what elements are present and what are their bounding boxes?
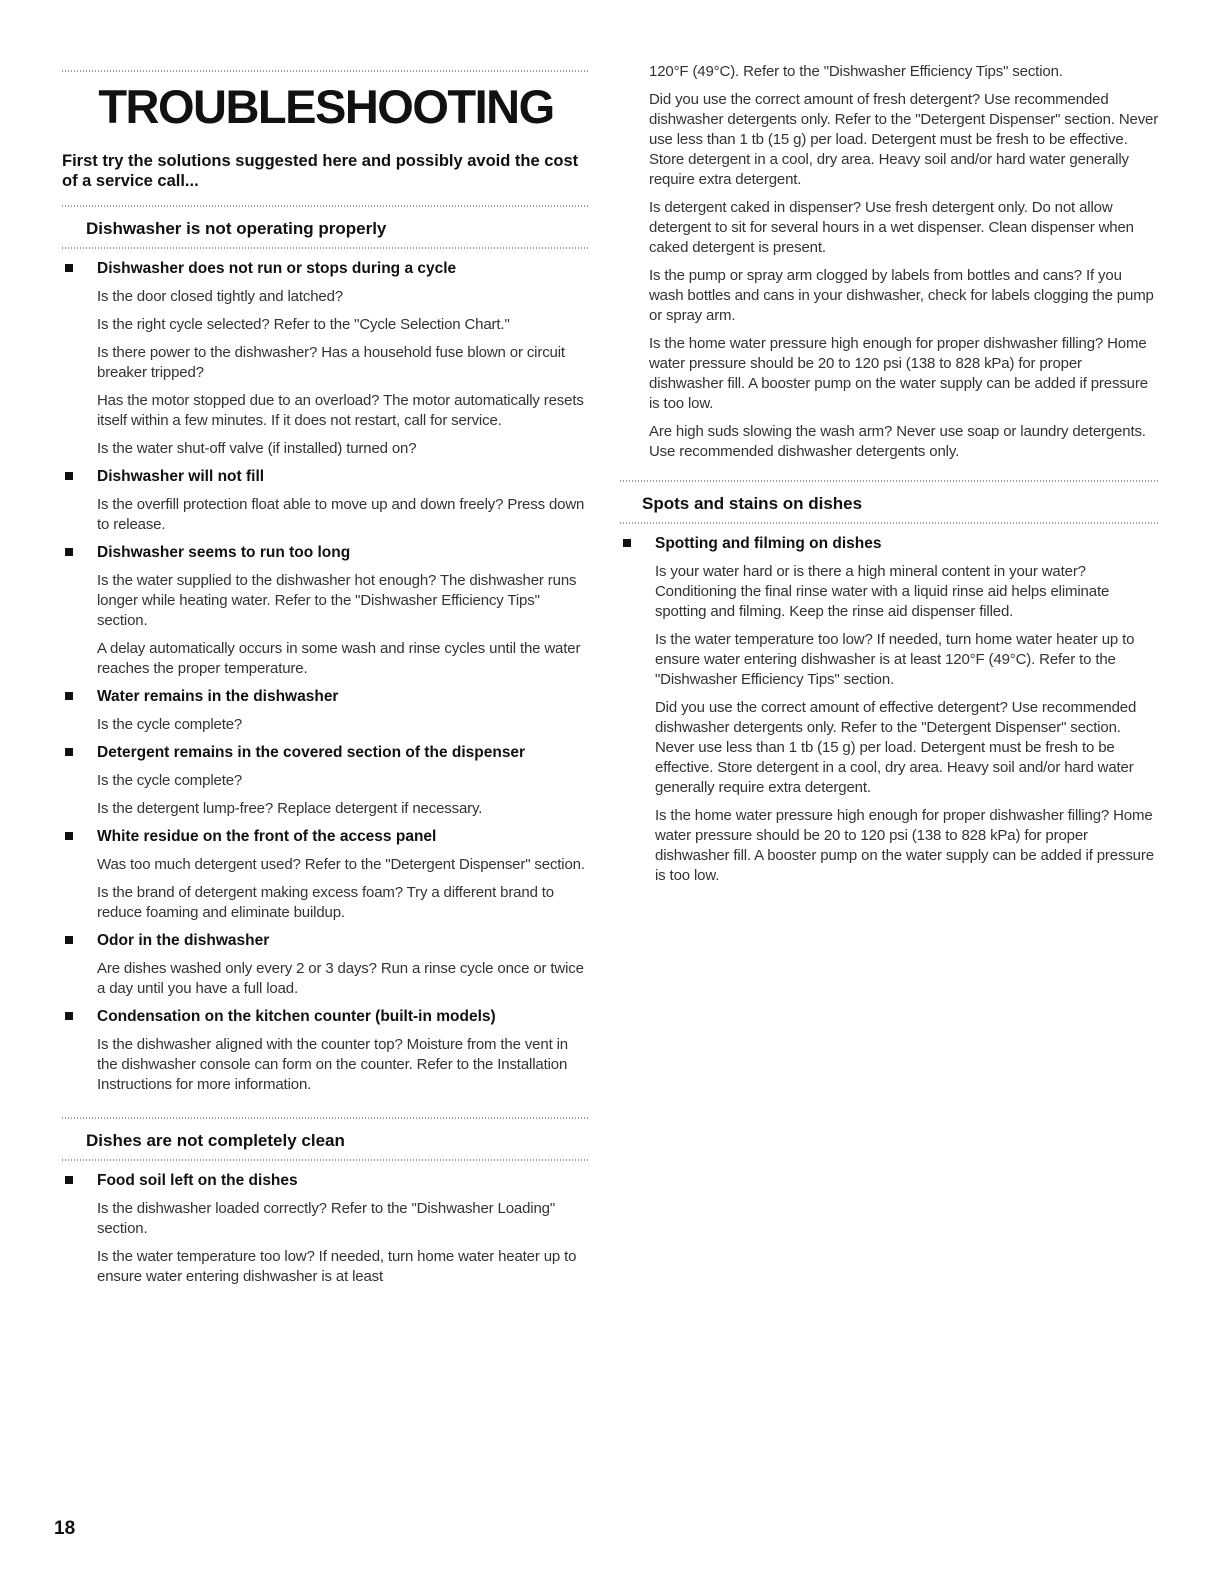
section-rule bbox=[620, 522, 1160, 524]
page-title: TROUBLESHOOTING bbox=[98, 80, 554, 133]
troubleshooting-item bbox=[62, 931, 590, 999]
item-paragraph: Is there power to the dishwasher? Has a household fuse blown or circuit breaker tripped? bbox=[97, 344, 565, 382]
square-bullet-icon bbox=[65, 264, 73, 272]
troubleshooting-item bbox=[62, 1007, 590, 1095]
left-column bbox=[62, 0, 590, 1295]
item-paragraph: Is the home water pressure high enough for proper dishwasher filling? Home water pressure should be 20 to 120 psi (138 to 828 kPa) for proper dishwasher fill. A booster pump on the water supply can be added if pressure is too low. bbox=[655, 807, 1154, 884]
item-paragraph: Is the cycle complete? bbox=[97, 716, 243, 734]
item-title-text: Detergent remains in the covered section of the dispenser bbox=[97, 744, 526, 762]
section-heading-spots: Spots and stains on dishes bbox=[642, 494, 863, 513]
square-bullet-icon bbox=[65, 472, 73, 480]
item-paragraph: Is the water temperature too low? If needed, turn home water heater up to ensure water entering dishwasher is at least 120°F (49°C). Refer to the "Dishwasher Efficiency Tips" section. bbox=[655, 631, 1135, 688]
continued-paragraph: Is detergent caked in dispenser? Use fresh detergent only. Do not allow detergent to sit for several hours in a wet dispenser. Clean dispenser when caked detergent is present. bbox=[649, 199, 1134, 256]
square-bullet-icon bbox=[65, 1012, 73, 1020]
item-title bbox=[62, 1007, 590, 1026]
item-paragraph: Has the motor stopped due to an overload? The motor automatically resets itself within a few minutes. If it does not restart, call for service. bbox=[97, 392, 584, 430]
item-title bbox=[62, 1171, 590, 1190]
square-bullet-icon bbox=[65, 1176, 73, 1184]
troubleshooting-item bbox=[62, 467, 590, 535]
item-title-text: Food soil left on the dishes bbox=[97, 1172, 298, 1190]
troubleshooting-item bbox=[62, 743, 590, 819]
troubleshooting-item bbox=[62, 827, 590, 923]
item-title-text: White residue on the front of the access panel bbox=[97, 828, 437, 846]
square-bullet-icon bbox=[65, 548, 73, 556]
item-title-text: Dishwasher does not run or stops during a cycle bbox=[97, 260, 457, 278]
continued-paragraph: Did you use the correct amount of fresh detergent? Use recommended dishwasher detergents only. Refer to the "Detergent Dispenser" section. Never use less than 1 tb (15 g) per load. Detergent must be fresh to be effective. Store detergent in a cool, dry area. Heavy soil and/or hard water generally require extra detergent. bbox=[649, 91, 1159, 188]
continued-paragraph: Is the pump or spray arm clogged by labels from bottles and cans? If you wash bottles and cans in your dishwasher, check for labels clogging the pump or spray arm. bbox=[649, 267, 1154, 324]
item-title-text: Odor in the dishwasher bbox=[97, 932, 270, 950]
item-title bbox=[62, 259, 590, 278]
troubleshooting-item bbox=[62, 1171, 590, 1287]
item-paragraph: Is the right cycle selected? Refer to the "Cycle Selection Chart." bbox=[97, 316, 510, 334]
not-operating-list bbox=[62, 259, 590, 1095]
item-paragraph: Is your water hard or is there a high mineral content in your water? Conditioning the final rinse water with a liquid rinse aid helps eliminate spotting and filming. Keep the rinse aid dispenser filled. bbox=[655, 563, 1110, 620]
square-bullet-icon bbox=[623, 539, 631, 547]
continued-paragraph: 120°F (49°C). Refer to the "Dishwasher Efficiency Tips" section. bbox=[649, 63, 1063, 80]
section-heading-not-operating: Dishwasher is not operating properly bbox=[86, 219, 387, 239]
item-paragraph: Was too much detergent used? Refer to the "Detergent Dispenser" section. bbox=[97, 856, 585, 874]
right-column bbox=[620, 0, 1160, 894]
item-paragraph: Is the cycle complete? bbox=[97, 772, 243, 790]
item-paragraph: Is the overfill protection float able to move up and down freely? Press down to release. bbox=[97, 496, 585, 534]
square-bullet-icon bbox=[65, 748, 73, 756]
not-clean-list bbox=[62, 1171, 590, 1287]
item-paragraph: Are dishes washed only every 2 or 3 days? Run a rinse cycle once or twice a day until you have a full load. bbox=[97, 960, 584, 998]
item-paragraph: Is the door closed tightly and latched? bbox=[97, 288, 343, 306]
item-paragraph: Is the dishwasher aligned with the counter top? Moisture from the vent in the dishwasher console can form on the counter. Refer to the Installation Instructions for more information. bbox=[97, 1036, 568, 1094]
spots-list bbox=[620, 534, 1160, 886]
page-number: 18 bbox=[54, 1518, 76, 1539]
continued-paragraph: Is the home water pressure high enough for proper dishwasher filling? Home water pressure should be 20 to 120 psi (138 to 828 kPa) for proper dishwasher fill. A booster pump on the water supply can be added if pressure is too low. bbox=[649, 335, 1148, 412]
item-title bbox=[62, 467, 590, 486]
item-title-text: Dishwasher seems to run too long bbox=[97, 544, 351, 562]
item-title-text: Water remains in the dishwasher bbox=[97, 688, 339, 706]
item-paragraph: Is the detergent lump-free? Replace detergent if necessary. bbox=[97, 800, 483, 818]
item-title bbox=[62, 543, 590, 562]
item-title-text: Spotting and filming on dishes bbox=[655, 535, 882, 552]
continued-paragraph: Are high suds slowing the wash arm? Never use soap or laundry detergents. Use recommended dishwasher detergents only. bbox=[649, 423, 1146, 460]
troubleshooting-item bbox=[620, 534, 1160, 886]
item-title-text: Condensation on the kitchen counter (built-in models) bbox=[97, 1008, 496, 1026]
square-bullet-icon bbox=[65, 936, 73, 944]
item-title bbox=[62, 687, 590, 706]
item-paragraph: Is the dishwasher loaded correctly? Refer to the "Dishwasher Loading" section. bbox=[97, 1200, 556, 1238]
item-paragraph: Is the water supplied to the dishwasher hot enough? The dishwasher runs longer while heating water. Refer to the "Dishwasher Efficiency Tips" section. bbox=[97, 572, 577, 630]
item-title bbox=[620, 534, 1160, 553]
item-paragraph: Is the water temperature too low? If needed, turn home water heater up to ensure water entering dishwasher is at least bbox=[97, 1248, 577, 1286]
continued-paragraphs bbox=[620, 62, 1160, 462]
item-paragraph: Is the water shut-off valve (if installed) turned on? bbox=[97, 440, 417, 458]
section-heading-not-clean: Dishes are not completely clean bbox=[86, 1131, 345, 1151]
square-bullet-icon bbox=[65, 692, 73, 700]
item-title-text: Dishwasher will not fill bbox=[97, 468, 265, 486]
troubleshooting-item bbox=[62, 259, 590, 459]
item-paragraph: Did you use the correct amount of effective detergent? Use recommended dishwasher detergents only. Refer to the "Detergent Dispenser" section. Never use less than 1 tb (15 g) per load. Detergent must be fresh to be effective. Store detergent in a cool, dry area. Heavy soil and/or hard water generally require extra detergent. bbox=[655, 699, 1137, 796]
section-rule bbox=[62, 1159, 590, 1161]
item-title bbox=[62, 743, 590, 762]
item-paragraph: Is the brand of detergent making excess foam? Try a different brand to reduce foaming and eliminate buildup. bbox=[97, 884, 554, 922]
item-title bbox=[62, 931, 590, 950]
page-subtitle: First try the solutions suggested here and possibly avoid the cost of a service call... bbox=[62, 152, 579, 191]
square-bullet-icon bbox=[65, 832, 73, 840]
section-rule bbox=[62, 247, 590, 249]
top-rule bbox=[62, 70, 590, 72]
troubleshooting-item bbox=[62, 543, 590, 679]
item-title bbox=[62, 827, 590, 846]
item-paragraph: A delay automatically occurs in some wash and rinse cycles until the water reaches the proper temperature. bbox=[97, 640, 581, 678]
troubleshooting-item bbox=[62, 687, 590, 735]
